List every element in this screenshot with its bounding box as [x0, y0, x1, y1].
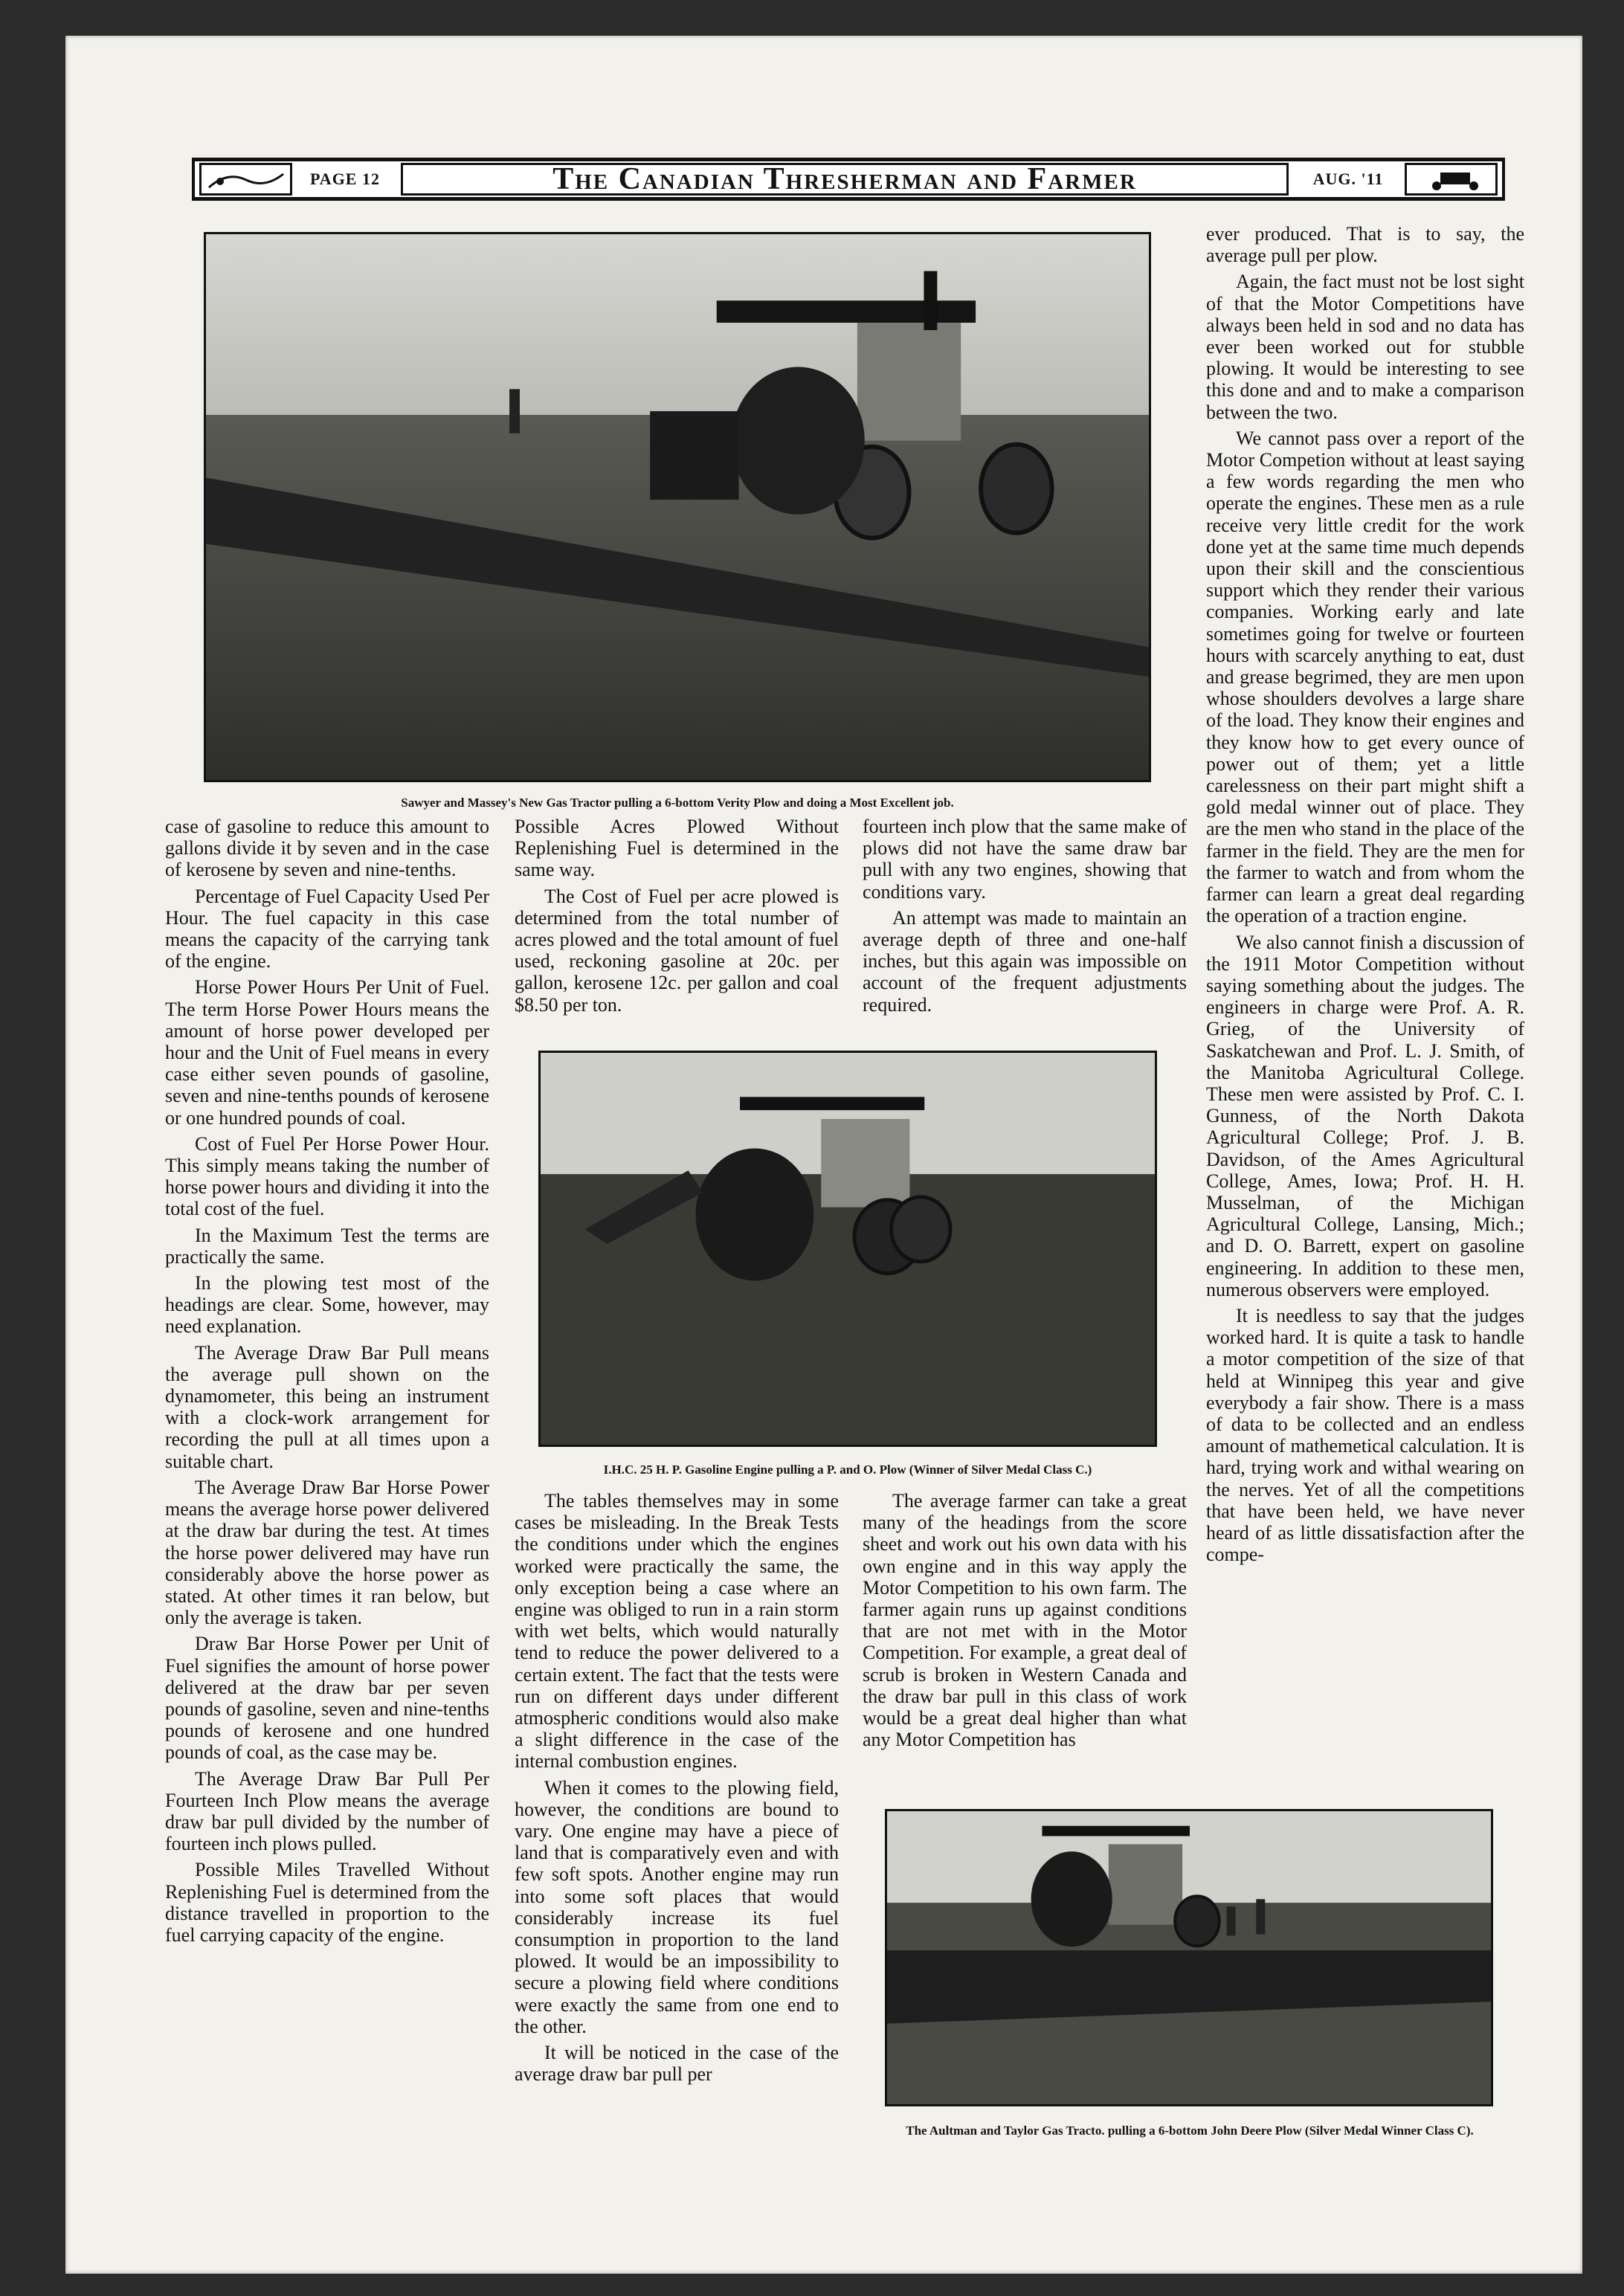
paragraph: When it comes to the plowing field, however, the conditions are bound to vary. One engine may have a piece of land that is comparatively even and with few soft spots. Another engine may run into some soft places that would considerably increase its fuel consumption in proportion to the land plowed. It would be an impossibility to secure a plowing field where conditions were exactly the same from one end to the other. [515, 1776, 839, 2037]
paragraph: Cost of Fuel Per Horse Power Hour. This simply means taking the number of horse power hours and dividing it into the total cost of the fuel. [165, 1132, 489, 1220]
paragraph: Draw Bar Horse Power per Unit of Fuel signifies the amount of horse power delivered at the draw bar per seven pounds of gasoline, seven and nine-tenths pounds of kerosene and one hundred pounds of coal, as the case may be. [165, 1633, 489, 1764]
paragraph: fourteen inch plow that the same make of plows did not have the same draw bar pull with any two engines, showing that conditions vary. [863, 816, 1187, 903]
paragraph: case of gasoline to reduce this amount to gallons divide it by seven and in the case of kerosene by seven and nine-tenths. [165, 816, 489, 881]
paragraph: The Cost of Fuel per acre plowed is determined from the total number of acres plowed and the total amount of fuel used, reckoning gasoline at 20c. per gallon, kerosene 12c. per gallon and coal $8.50 per ton. [515, 885, 839, 1016]
caption-middle-photo: I.H.C. 25 H. P. Gasoline Engine pulling a P. and O. Plow (Winner of Silver Medal Class C.) [603, 1463, 1092, 1477]
column-1 [165, 816, 489, 1950]
paragraph: Horse Power Hours Per Unit of Fuel. The term Horse Power Hours means the amount of horse power developed per hour and the Unit of Fuel means in every case either seven pounds of gasoline, seven and nine-tenths pounds of kerosene or one hundred pounds of coal. [165, 976, 489, 1129]
page-number: PAGE 12 [310, 170, 380, 188]
paragraph: In the plowing test most of the headings are clear. Some, however, may need explanation. [165, 1272, 489, 1338]
paragraph: An attempt was made to maintain an average depth of three and one-half inches, but this again was impossible on account of the frequent adjustments required. [863, 906, 1187, 1016]
paragraph: The average farmer can take a great many of the headings from the score sheet and work out his own data with his own engine and in this way apply the Motor Competition to his own farm. The farmer again runs up against conditions that are not met with in the Motor Competition. For example, a great deal of scrub is broken in Western Canada and the draw bar pull in this class of work would be a great deal higher than what any Motor Competition has [863, 1490, 1187, 1751]
paragraph: The Average Draw Bar Horse Power means the average horse power delivered at the draw bar during the test. At times the horse power delivered may have run considerably above the horse power as stated. At other times it ran below, but only the average is taken. [165, 1476, 489, 1629]
column-3-top [863, 816, 1187, 1020]
photo-sawyer-massey-tractor [204, 232, 1151, 782]
paragraph: Possible Acres Plowed Without Replenishing Fuel is determined in the same way. [515, 816, 839, 881]
photo-aultman-taylor-tractor [885, 1809, 1493, 2106]
photo-ihc-gasoline-engine [538, 1051, 1157, 1447]
paragraph: The Average Draw Bar Pull means the average pull shown on the dynamometer, this being an instrument with a clock-work arrangement for recording the pull at all times upon a suitable chart. [165, 1341, 489, 1472]
column-2-bottom [515, 1490, 839, 2089]
paragraph: We cannot pass over a report of the Motor Competion without at least saying a few words regarding the men who operate the engines. These men as a rule receive very little credit for the work done yet at the same time much depends upon their skill and the conscientious support which they render their various companies. Working early and late sometimes going for twelve or fourteen hours with scarcely anything to eat, dust and grease begrimed, they are men upon whose shoulders devolves a large share of the load. They know their engines and they know how to get every ounce of power out of them; yet a little carelessness on their part might shift a gold medal winner out of place. They are the men who stand in the place of the farmer in the field. They are the men for the farmer to watch and from whom the farmer can learn a great deal regarding the operation of a traction engine. [1206, 427, 1524, 927]
issue-date: AUG. '11 [1312, 170, 1384, 188]
caption-bottom-photo: The Aultman and Taylor Gas Tracto. pulling a 6-bottom John Deere Plow (Silver Medal Winner Class C). [906, 2124, 1474, 2138]
column-4 [1206, 223, 1524, 1570]
masthead-title: The Canadian Thresherman and Farmer [401, 163, 1289, 196]
paragraph: It will be noticed in the case of the average draw bar pull per [515, 2042, 839, 2086]
caption-top-photo: Sawyer and Massey's New Gas Tractor pulling a 6-bottom Verity Plow and doing a Most Excellent job. [401, 796, 954, 810]
paragraph: Again, the fact must not be lost sight of that the Motor Competitions have always been held in sod and no data has ever been worked out for stubble plowing. It would be interesting to see this done and and to make a comparison between the two. [1206, 271, 1524, 423]
paragraph: The Average Draw Bar Pull Per Fourteen Inch Plow means the average draw bar pull divided by the number of fourteen inch plows pulled. [165, 1767, 489, 1855]
paragraph: We also cannot finish a discussion of the 1911 Motor Competition without saying something about the judges. The engineers in charge were Prof. A. R. Grieg, of the University of Saskatchewan and Prof. L. J. Smith, of the Manitoba Agricultural College. These men were assisted by Prof. C. I. Gunness, of the North Dakota Agricultural College; Prof. J. B. Davidson, of the Ames Agricultural College, Ames, Iowa; Prof. H. H. Musselman, of the Michigan Agricultural College, Lansing, Mich.; and D. O. Barrett, expert on gasoline engineering. In addition to these men, numerous observers were employed. [1206, 931, 1524, 1300]
paragraph: It is needless to say that the judges worked hard. It is quite a task to handle a motor competition of the size of that held at Winnipeg this year and give everybody a fair show. There is a mass of data to be collected and an endless amount of mathemetical calculation. It is hard, trying work and withal wearing on the nerves. Yet of all the competitions that have been held, we have never heard of as little dissatisfaction after the compe- [1206, 1304, 1524, 1566]
page-header [192, 158, 1505, 201]
column-2-top [515, 816, 839, 1020]
header-ornament-left [199, 163, 292, 196]
paragraph: The tables themselves may in some cases be misleading. In the Break Tests the conditions under which the engines worked were practically the same, the only exception being a case where an engine was obliged to run in a rain storm with wet belts, which would naturally tend to reduce the power delivered to a certain extent. The fact that the tests were run on different days under different atmospheric conditions would also make a slight difference in the case of the internal combustion engines. [515, 1490, 839, 1773]
paragraph: Possible Miles Travelled Without Replenishing Fuel is determined from the distance travelled in proportion to the fuel carrying capacity of the engine. [165, 1859, 489, 1946]
paragraph: ever produced. That is to say, the average pull per plow. [1206, 223, 1524, 267]
paragraph: Percentage of Fuel Capacity Used Per Hour. The fuel capacity in this case means the capacity of the carrying tank of the engine. [165, 885, 489, 973]
paragraph: In the Maximum Test the terms are practically the same. [165, 1224, 489, 1268]
header-ornament-right [1405, 163, 1498, 196]
column-3-bottom [863, 1490, 1187, 1755]
